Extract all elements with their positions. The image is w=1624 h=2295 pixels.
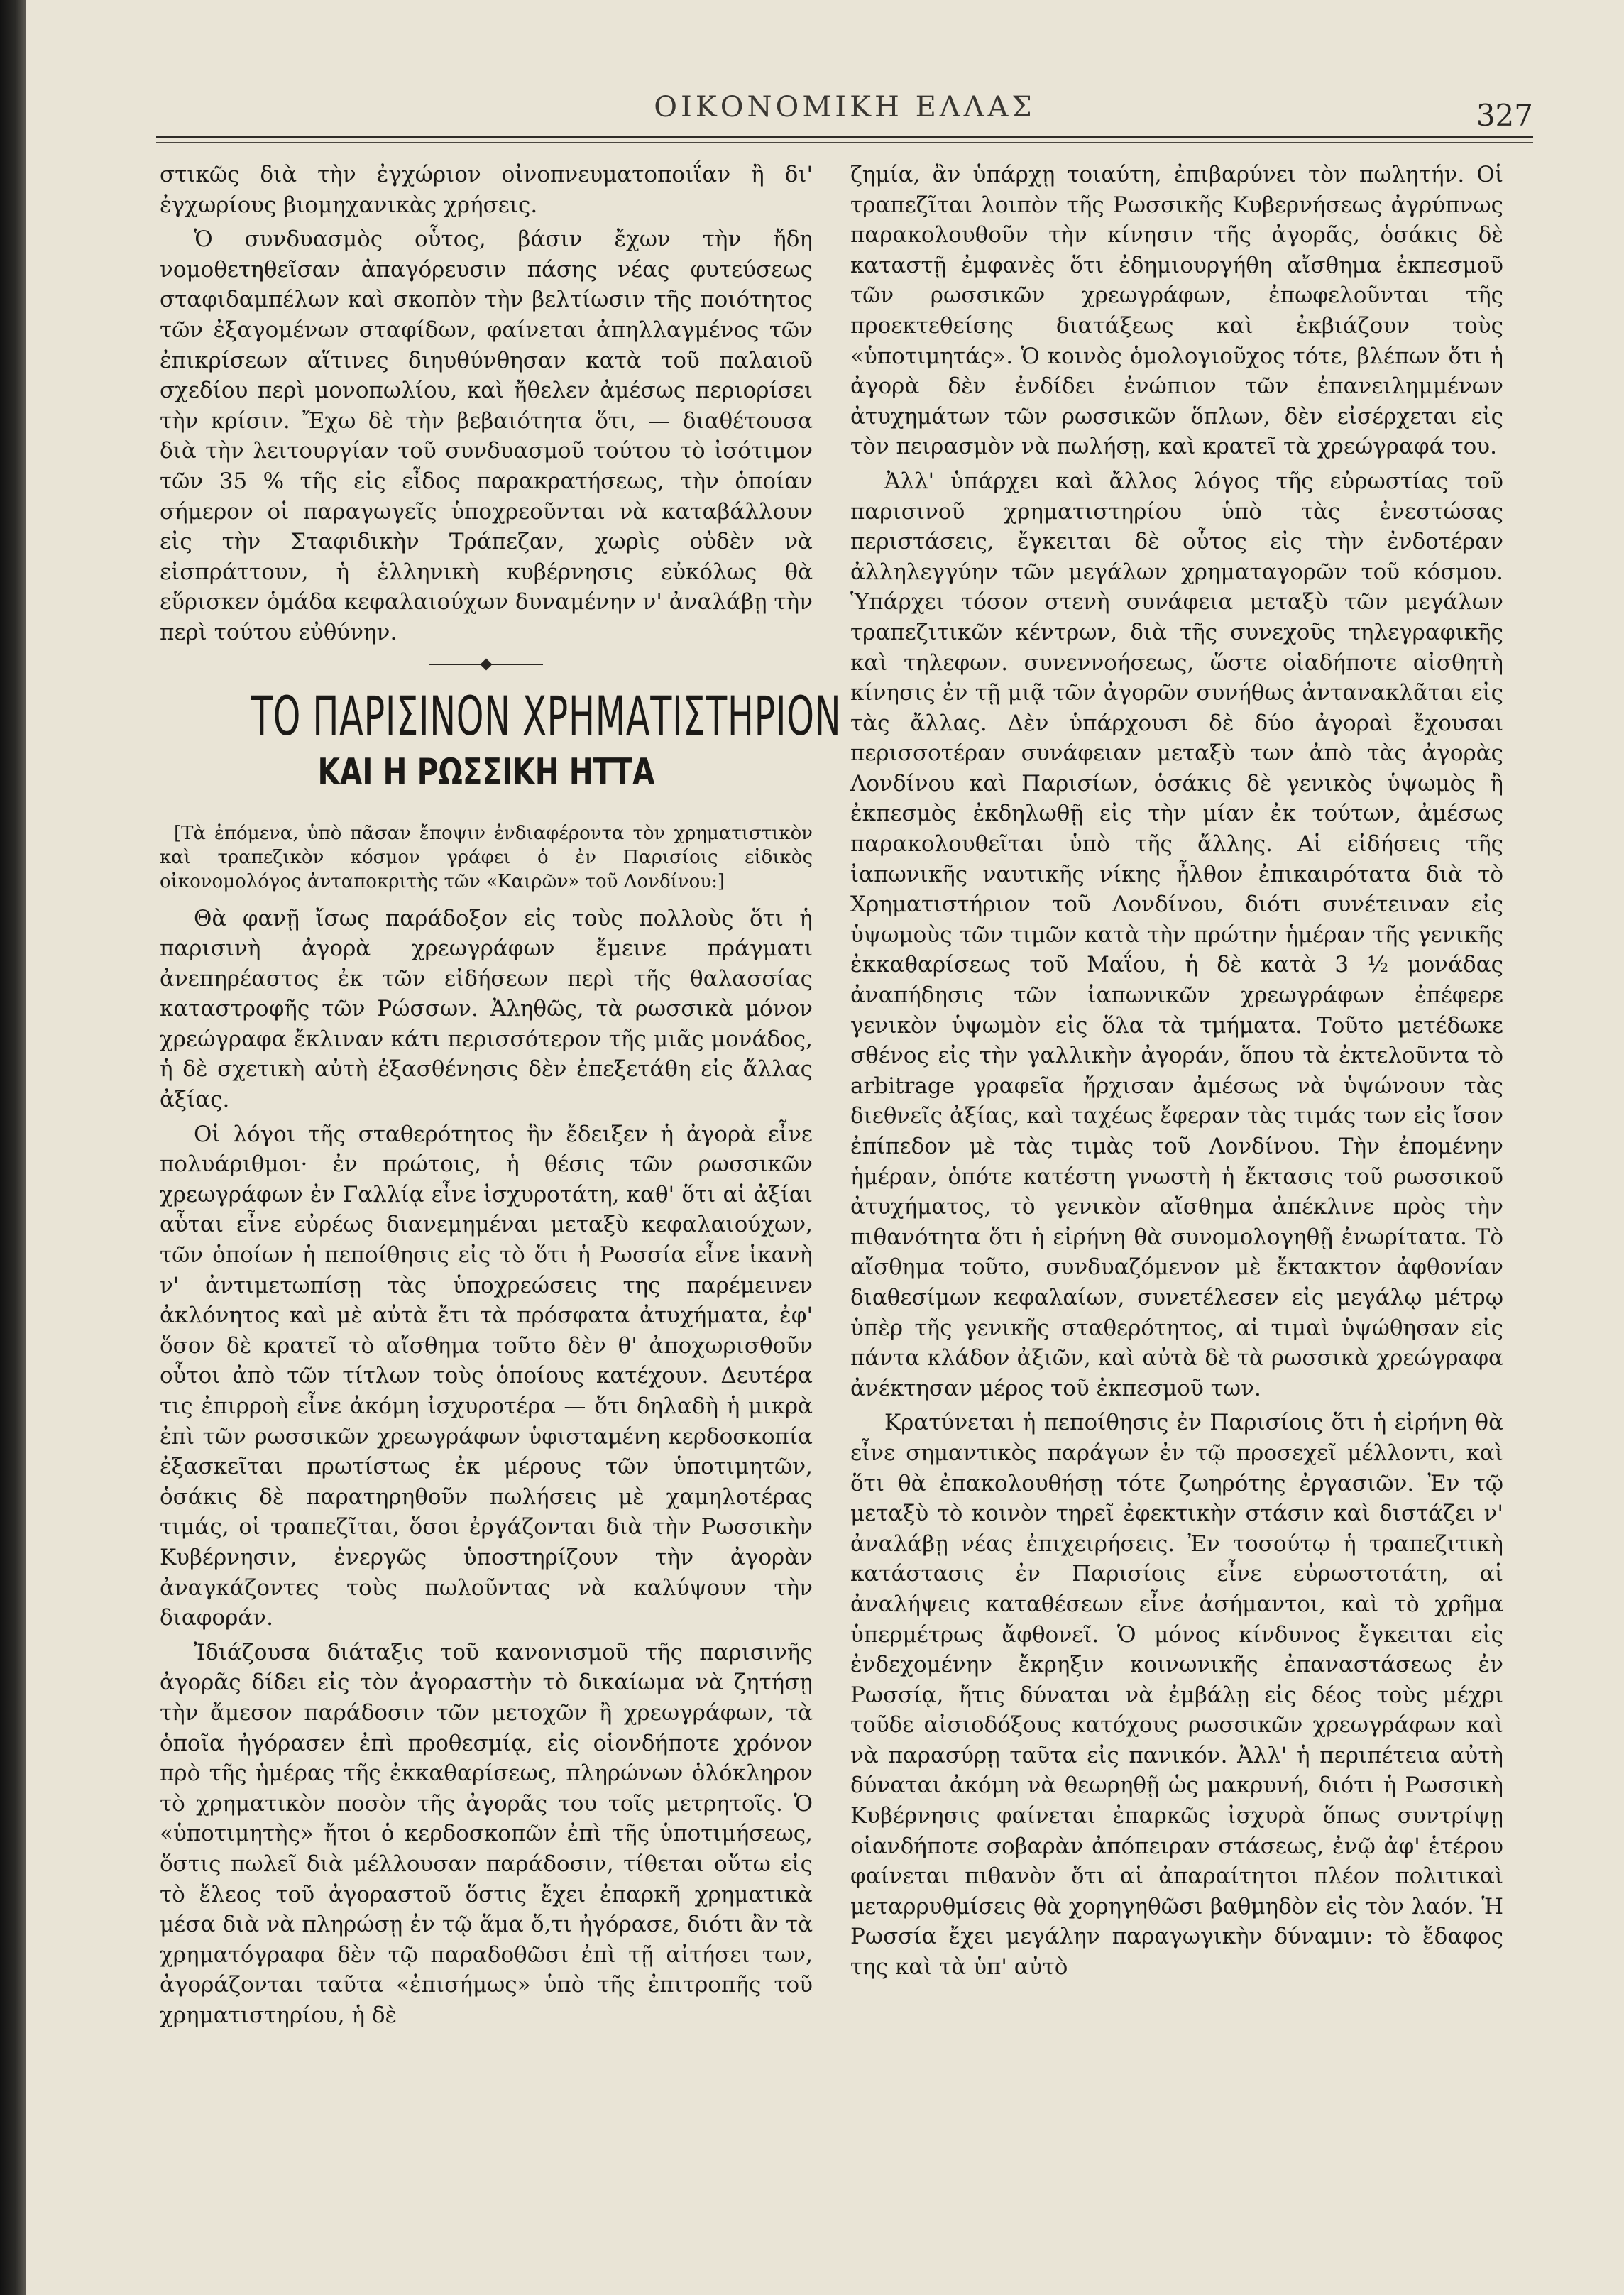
left-column bbox=[160, 160, 842, 2034]
paragraph: ζημία, ἂν ὑπάρχῃ τοιαύτη, ἐπιβαρύνει τὸν πωλητήν. Οἱ τραπεζῖται λοιπὸν τῆς Ρωσσικῆς Κυβερνήσεως ἀγρύπνως παρακολουθοῦν τὴν κίνησιν τῆς ἀγορᾶς, ὁσάκις δὲ καταστῇ ἐμφανὲς ὅτι ἐδημιουργήθη αἴσθημα ἐκπεσμοῦ τῶν ρωσσικῶν χρεωγράφων, ἐπωφελοῦνται τῆς προεκτεθείσης διατάξεως καὶ ἐκβιάζουν τοὺς «ὑποτιμητάς». Ὁ κοινὸς ὁμολογιοῦχος τότε, βλέπων ὅτι ἡ ἀγορὰ δὲν ἐνδίδει ἐνώπιον τῶν ἐπανειλημμένων ἀτυχημάτων τῶν ρωσσικῶν ὅπλων, δὲν εἰσέρχεται εἰς τὸν πειρασμὸν νὰ πωλήσῃ, καὶ κρατεῖ τὰ χρεώγραφά του. bbox=[850, 162, 1503, 460]
page-binding-edge bbox=[0, 0, 26, 2295]
article-headline: ΤΟ ΠΑΡΙΣΙΝΟΝ ΧΡΗΜΑΤΙΣΤΗΡΙΟΝ bbox=[251, 684, 842, 747]
journal-title: ΟΙΚΟΝΟΜΙΚΗ ΕΛΛΑΣ bbox=[654, 91, 1036, 124]
section-separator bbox=[429, 664, 543, 665]
header-rule bbox=[156, 136, 1533, 138]
paragraph: Ὁ συνδυασμὸς οὗτος, βάσιν ἔχων τὴν ἤδη νομοθετηθεῖσαν ἀπαγόρευσιν πάσης νέας φυτεύσεως σταφιδαμπέλων καὶ σκοπὸν τὴν βελτίωσιν τῆς ποιότητος τῶν ἐξαγομένων σταφίδων, φαίνεται ἀπηλλαγμένος τῶν ἐπικρίσεων αἵτινες διηυθύνθησαν κατὰ τοῦ παλαιοῦ σχεδίου περὶ μονοπωλίου, καὶ ἤθελεν ἀμέσως περιορίσει τὴν κρίσιν. Ἔχω δὲ τὴν βεβαιότητα ὅτι, — διαθέτουσα διὰ τὴν λειτουργίαν τοῦ συνδυασμοῦ τούτου τὸ ἰσότιμον τῶν 35 % τῆς εἰς εἶδος παρακρατήσεως, τὴν ὁποίαν σήμερον οἱ παραγωγεῖς ὑποχρεοῦνται νὰ καταβάλλουν εἰς τὴν Σταφιδικὴν Τράπεζαν, χωρὶς οὐδὲν νὰ εἰσπράττουν, ἡ ἑλληνικὴ κυβέρνησις εὐκόλως θὰ εὕρισκεν ὁμάδα κεφαλαιούχων δυναμένην ν' ἀναλάβῃ τὴν περὶ τούτου εὐθύνην. bbox=[160, 226, 813, 645]
paragraph: Κρατύνεται ἡ πεποίθησις ἐν Παρισίοις ὅτι ἡ εἰρήνη θὰ εἶνε σημαντικὸς παράγων ἐν τῷ προσεχεῖ μέλλοντι, καὶ ὅτι θὰ ἐπακολουθήσῃ τότε ζωηρότης ἐργασιῶν. Ἐν τῷ μεταξὺ τὸ κοινὸν τηρεῖ ἐφεκτικὴν στάσιν καὶ διστάζει ν' ἀναλάβῃ νέας ἐπιχειρήσεις. Ἐν τοσούτῳ ἡ τραπεζιτικὴ κατάστασις ἐν Παρισίοις εἶνε εὐρωστοτάτη, αἱ ἀναλήψεις καταθέσεων εἶνε ἀσήμαντοι, καὶ τὸ χρῆμα ὑπερμέτρως ἄφθονεῖ. Ὁ μόνος κίνδυνος ἔγκειται εἰς ἐνδεχομένην ἔκρηξιν κοινωνικῆς ἐπαναστάσεως ἐν Ρωσσίᾳ, ἥτις δύναται νὰ ἐμβάλῃ εἰς δέος τοὺς μέχρι τοῦδε αἰσιοδόξους κατόχους ρωσσικῶν χρεωγράφων καὶ νὰ παρασύρῃ ταῦτα εἰς πανικόν. Ἀλλ' ἡ περιπέτεια αὐτὴ δύναται ἀκόμη νὰ θεωρηθῇ ὡς μακρυνή, διότι ἡ Ρωσσικὴ Κυβέρνησις φαίνεται ἐπαρκῶς ἰσχυρὰ ὅπως συντρίψῃ οἱανδήποτε σοβαρὰν ἀπόπειραν στάσεως, ἐνῷ ἀφ' ἑτέρου φαίνεται πιθανὸν ὅτι αἱ ἀπαραίτητοι πλέον πολιτικαὶ μεταρρυθμίσεις θὰ χορηγηθῶσι βαθμηδὸν εἰς τὸν λαόν. Ἡ Ρωσσία ἔχει μεγάλην παραγωγικὴν δύναμιν: τὸ ἔδαφος της καὶ τὰ ὑπ' αὐτὸ bbox=[850, 1410, 1503, 1981]
separator-diamond-icon bbox=[481, 658, 493, 670]
paragraph: Ἰδιάζουσα διάταξις τοῦ κανονισμοῦ τῆς παρισινῆς ἀγορᾶς δίδει εἰς τὸν ἀγοραστὴν τὸ δικαίωμα νὰ ζητήσῃ τὴν ἄμεσον παράδοσιν τῶν μετοχῶν ἢ χρεωγράφων, τὰ ὁποῖα ἠγόρασεν ἐπὶ προθεσμίᾳ, εἰς οἱονδήποτε χρόνον πρὸ τῆς ἡμέρας τῆς ἐκκαθαρίσεως, πληρώνων ὁλόκληρον τὸ χρηματικὸν ποσὸν τῆς ἀγορᾶς του τοῖς μετρητοῖς. Ὁ «ὑποτιμητὴς» ἤτοι ὁ κερδοσκοπῶν ἐπὶ τῆς ὑποτιμήσεως, ὅστις πωλεῖ διὰ μέλλουσαν παράδοσιν, τίθεται οὕτω εἰς τὸ ἔλεος τοῦ ἀγοραστοῦ ὅστις ἔχει ἐπαρκῆ χρηματικὰ μέσα διὰ νὰ πληρώσῃ ἐν τῷ ἅμα ὅ,τι ἠγόρασε, διότι ἂν τὰ χρηματόγραφα δὲν τῷ παραδοθῶσι ἐπὶ τῇ αἰτήσει των, ἀγοράζονται ταῦτα «ἐπισήμως» ὑπὸ τῆς ἐπιτροπῆς τοῦ χρηματιστηρίου, ἡ δὲ bbox=[160, 1639, 813, 2028]
header-rule-thin bbox=[156, 142, 1533, 143]
editor-note: [Τὰ ἑπόμενα, ὑπὸ πᾶσαν ἔποψιν ἐνδιαφέροντα τὸν χρηματιστικὸν καὶ τραπεζικὸν κόσμον γράφει ὁ ἐν Παρισίοις εἰδικὸς οἰκονομολόγος ἀνταποκριτὴς τῶν «Καιρῶν» τοῦ Λονδίνου:] bbox=[160, 822, 813, 892]
right-column bbox=[850, 160, 1503, 1987]
running-head bbox=[156, 85, 1533, 135]
paragraph: Θὰ φανῇ ἴσως παράδοξον εἰς τοὺς πολλοὺς ὅτι ἡ παρισινὴ ἀγορὰ χρεωγράφων ἔμεινε πράγματι ἀνεπηρέαστος ἐκ τῶν εἰδήσεων περὶ τῆς θαλασσίας καταστροφῆς τῶν Ρώσσων. Ἀληθῶς, τὰ ρωσσικὰ μόνον χρεώγραφα ἔκλιναν κάτι περισσότερον τῆς μιᾶς μονάδος, ἡ δὲ σχετικὴ αὐτὴ ἐξασθένησις δὲν ἐπεξετάθη εἰς ἄλλας ἀξίας. bbox=[160, 905, 813, 1113]
page-number: 327 bbox=[1476, 98, 1533, 133]
paragraph: στικῶς διὰ τὴν ἐγχώριον οἰνοπνευματοποιΐαν ἢ δι' ἐγχωρίους βιομηχανικὰς χρήσεις. bbox=[160, 162, 813, 218]
paragraph: Οἱ λόγοι τῆς σταθερότητος ἣν ἔδειξεν ἡ ἀγορὰ εἶνε πολυάριθμοι· ἐν πρώτοις, ἡ θέσις τῶν ρωσσικῶν χρεωγράφων ἐν Γαλλίᾳ εἶνε ἰσχυροτάτη, καθ' ὅτι αἱ ἀξίαι αὗται εἶνε εὐρέως διανεμημέναι μεταξὺ κεφαλαιούχων, τῶν ὁποίων ἡ πεποίθησις εἰς τὸ ὅτι ἡ Ρωσσία εἶνε ἱκανὴ ν' ἀντιμετωπίσῃ τὰς ὑποχρεώσεις της παρέμεινεν ἀκλόνητος καὶ μὲ αὐτὰ ἔτι τὰ πρόσφατα ἀτυχήματα, ἐφ' ὅσον δὲ κρατεῖ τὸ αἴσθημα τοῦτο δὲν θ' ἀποχωρισθοῦν οὗτοι ἀπὸ τῶν τίτλων τοὺς ὁποίους κατέχουν. Δευτέρα τις ἐπιρροὴ εἶνε ἀκόμη ἰσχυροτέρα — ὅτι δηλαδὴ ἡ μικρὰ ἐπὶ τῶν ρωσσικῶν χρεωγράφων ὑφισταμένη κερδοσκοπία ἐξασκεῖται πρωτίστως ἐκ μέρους τῶν ὑποτιμητῶν, ὁσάκις δὲ παρατηρηθοῦν πωλήσεις μὲ χαμηλοτέρας τιμάς, οἱ τραπεζῖται, ὅσοι ἐργάζονται διὰ τὴν Ρωσσικὴν Κυβέρνησιν, ἐνεργῶς ὑποστηρίζουν τὴν ἀγορὰν ἀναγκάζοντες τοὺς πωλοῦντας νὰ καλύψουν τὴν διαφοράν. bbox=[160, 1121, 813, 1631]
article-subheadline: ΚΑΙ Η ΡΩΣΣΙΚΗ ΗΤΤΑ bbox=[317, 750, 655, 794]
paragraph: Ἀλλ' ὑπάρχει καὶ ἄλλος λόγος τῆς εὐρωστίας τοῦ παρισινοῦ χρηματιστηρίου ὑπὸ τὰς ἐνεστώσας περιστάσεις, ἔγκειται δὲ οὗτος εἰς τὴν ἐνδοτέραν ἀλληλεγγύην τῶν μεγάλων χρηματαγορῶν τοῦ κόσμου. Ὑπάρχει τόσον στενὴ συνάφεια μεταξὺ τῶν μεγάλων τραπεζιτικῶν κέντρων, διὰ τῆς συνεχοῦς τηλεγραφικῆς καὶ τηλεφων. συνεννοήσεως, ὥστε οἱαδήποτε αἰσθητὴ κίνησις ἐν τῇ μιᾷ τῶν ἀγορῶν συνήθως ἀντανακλᾶται εἰς τὰς ἄλλας. Δὲν ὑπάρχουσι δὲ δύο ἀγοραὶ ἔχουσαι περισσοτέραν συνάφειαν μεταξὺ των ἀπὸ τὰς ἀγορὰς Λονδίνου καὶ Παρισίων, ὁσάκις δὲ γενικὸς ὑψωμὸς ἢ ἐκπεσμὸς ἐκδηλωθῇ εἰς τὴν μίαν ἐκ τούτων, ἀμέσως παρακολουθεῖται ὑπὸ τῆς ἄλλης. Αἱ εἰδήσεις τῆς ἰαπωνικῆς ναυτικῆς νίκης ἦλθον ἐπικαιρότατα διὰ τὸ Χρηματιστήριον τοῦ Λονδίνου, διότι συνέτειναν εἰς ὑψωμοὺς τῶν τιμῶν κατὰ τὴν πρώτην ἡμέραν τῆς γενικῆς ἐκκαθαρίσεως τοῦ Μαΐου, ἡ δὲ κατὰ 3 ½ μονάδας ἀναπήδησις τῶν ἰαπωνικῶν χρεωγράφων ἐπέφερε γενικὸν ὑψωμὸν εἰς ὅλα τὰ τμήματα. Τοῦτο μετέδωκε σθένος εἰς τὴν γαλλικὴν ἀγοράν, ὅπου τὰ ἐκτελοῦντα τὸ arbitrage γραφεῖα ἤρχισαν ἀμέσως νὰ ὑψώνουν τὰς διεθνεῖς ἀξίας, καὶ ταχέως ἔφεραν τὰς τιμάς των εἰς ἴσον ἐπίπεδον μὲ τὰς τιμὰς τοῦ Λονδίνου. Τὴν ἐπομένην ἡμέραν, ὁπότε κατέστη γνωστὴ ἡ ἔκτασις τοῦ ρωσσικοῦ ἀτυχήματος, τὸ γενικὸν αἴσθημα ἀπέκλινε πρὸς τὴν πιθανότητα ὅτι ἡ εἰρήνη θὰ συνομολογηθῇ ἐνωρίτατα. Τὸ αἴσθημα τοῦτο, συνδυαζόμενον μὲ ἔκτακτον ἀφθονίαν διαθεσίμων κεφαλαίων, συνετέλεσεν εἰς μεγάλῳ μέτρῳ ὑπὲρ τῆς γενικῆς σταθερότητος, αἱ τιμαὶ ὑψώθησαν εἰς πάντα κλάδον ἀξιῶν, καὶ αὐτὰ δὲ τὰ ρωσσικὰ χρεώγραφα ἀνέκτησαν μέρος τοῦ ἐκπεσμοῦ των. bbox=[850, 468, 1503, 1401]
